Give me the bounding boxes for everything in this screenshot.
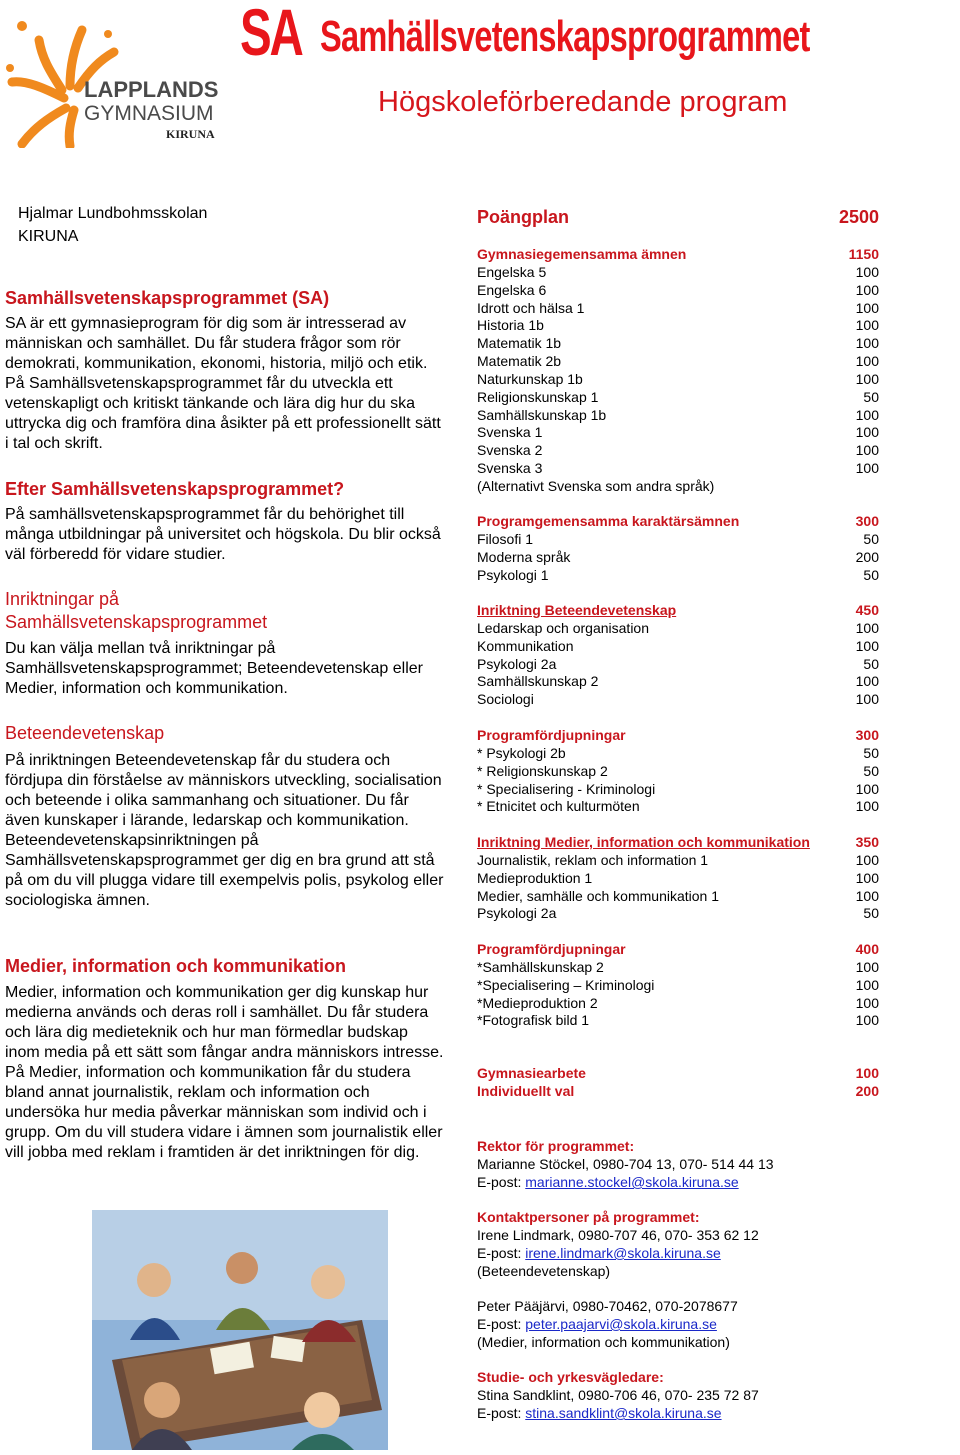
course-row: Svenska 1 100 <box>477 424 879 441</box>
intro-heading: Samhällsvetenskapsprogrammet (SA) <box>5 288 330 308</box>
course-row: Moderna språk 200 <box>477 548 879 565</box>
intro-text: SA är ett gymnasieprogram för dig som är intresserad av människan och samhället. Du får studera frågor som rör demokrati, kommunikation, ekonomi, historia, miljö och etik. På Samhällsvetenskapsprogrammet får du utveckla ett vetenskapligt och kritiskt tänkande och lära dig hur du ska uttrycka dig och framföra dina åsikter på ett professionellt sätt i tal och skrift. <box>5 315 441 452</box>
course-row: Sociologi 100 <box>477 691 879 708</box>
medier-text: Medier, information och kommunikation ger dig kunskap hur medierna används och deras roll i samhället. Du får studera och lära dig medieteknik och hur man förmedlar budskap inom media på ett sätt som fångar andra människors intresse. På Medier, information och kommunikation får du studera bland annat journalistik, reklam och information och undersöka hur media påverkar människan som individ och i grupp. Om du vill studera vidare i ämnen som journalistik eller vill jobba med reklam i framtiden är det inriktningen för dig. <box>5 984 444 1161</box>
course-row: Religionskunskap 1 50 <box>477 388 879 405</box>
logo-line-2: GYMNASIUM <box>84 102 214 125</box>
extra-row: Gymnasiearbete 100 <box>477 1065 879 1081</box>
contact-syv <box>477 1368 879 1422</box>
course-row: *Medieproduktion 2 100 <box>477 994 879 1011</box>
course-row: Engelska 6 100 <box>477 281 879 298</box>
inriktningar-heading <box>5 588 445 634</box>
points-section <box>477 727 879 816</box>
course-row: Engelska 5 100 <box>477 263 879 280</box>
course-row: Ledarskap och organisation 100 <box>477 619 879 636</box>
after-text: På samhällsvetenskapsprogrammet får du behörighet till många utbildningar på universitet och högskola. Du blir också väl förberedd för vidare studier. <box>5 506 441 563</box>
section-heading: Programgemensamma karaktärsämnen 300 <box>477 513 879 529</box>
beteende-heading: Beteendevetenskap <box>5 723 165 743</box>
syv-label: Studie- och yrkesvägledare: <box>477 1369 664 1385</box>
title-program-name: Samhällsvetenskapsprogrammet <box>320 12 810 61</box>
inriktningar-heading-line-1: Inriktningar på <box>5 589 120 609</box>
school-info <box>18 202 458 248</box>
course-row: Naturkunskap 1b 100 <box>477 370 879 387</box>
course-row: Matematik 2b 100 <box>477 353 879 370</box>
course-row: *Fotografisk bild 1 100 <box>477 1012 879 1029</box>
section-heading: Inriktning Medier, information och kommunikation 350 <box>477 834 879 850</box>
meeting-illustration-icon <box>92 1210 388 1450</box>
points-plan-header <box>477 207 879 228</box>
logo-line-1: LAPPLANDS <box>84 77 219 102</box>
irene-note: (Beteendevetenskap) <box>477 1263 611 1279</box>
course-row: * Psykologi 2b 50 <box>477 744 879 761</box>
course-row: Svenska 3 100 <box>477 460 879 477</box>
section-heading: Programfördjupningar 400 <box>477 941 879 957</box>
syv-line: Stina Sandklint, 0980-706 46, 070- 235 72 87 <box>477 1387 759 1403</box>
irene-email-row: E-post: irene.lindmark@skola.kiruna.se <box>477 1245 721 1261</box>
syv-email-link[interactable]: stina.sandklint@skola.kiruna.se <box>525 1405 722 1421</box>
course-row: * Religionskunskap 2 50 <box>477 762 879 779</box>
peter-line: Peter Pääjärvi, 0980-70462, 070-2078677 <box>477 1298 738 1314</box>
course-row: Medier, samhälle och kommunikation 1 100 <box>477 887 879 904</box>
points-section <box>477 941 879 1030</box>
peter-note: (Medier, information och kommunikation) <box>477 1334 730 1350</box>
points-plan-total: 2500 <box>838 207 879 227</box>
logo-line-3: KIRUNA <box>166 127 215 141</box>
points-section <box>477 246 879 496</box>
contact-peter <box>477 1297 879 1351</box>
syv-email-row: E-post: stina.sandklint@skola.kiruna.se <box>477 1405 722 1421</box>
school-logo <box>4 18 226 148</box>
points-section <box>477 834 879 923</box>
section-heading: Inriktning Beteendevetenskap 450 <box>477 602 879 618</box>
course-row: Idrott och hälsa 1 100 <box>477 299 879 316</box>
course-row: Historia 1b 100 <box>477 317 879 334</box>
course-row: Psykologi 2a 50 <box>477 905 879 922</box>
section-heading: Programfördjupningar 300 <box>477 727 879 743</box>
course-row: Journalistik, reklam och information 1 100 <box>477 851 879 868</box>
course-row: * Specialisering - Kriminologi 100 <box>477 780 879 797</box>
points-section <box>477 513 879 584</box>
irene-email-link[interactable]: irene.lindmark@skola.kiruna.se <box>525 1245 721 1261</box>
rektor-email-link[interactable]: marianne.stockel@skola.kiruna.se <box>525 1174 739 1190</box>
course-row: *Specialisering – Kriminologi 100 <box>477 976 879 993</box>
rektor-line: Marianne Stöckel, 0980-704 13, 070- 514 44 13 <box>477 1156 774 1172</box>
inriktningar-text: Du kan välja mellan två inriktningar på Samhällsvetenskapsprogrammet; Beteendevetenskap eller Medier, information och kommunikation. <box>5 640 424 697</box>
after-heading: Efter Samhällsvetenskapsprogrammet? <box>5 479 345 499</box>
course-row: Kommunikation 100 <box>477 637 879 654</box>
page-subtitle: Högskoleförberedande program <box>378 86 788 118</box>
rektor-label: Rektor för programmet: <box>477 1138 635 1154</box>
kontakt-label: Kontaktpersoner på programmet: <box>477 1209 700 1225</box>
peter-email-link[interactable]: peter.paajarvi@skola.kiruna.se <box>525 1316 717 1332</box>
points-plan-title: Poängplan <box>477 207 570 227</box>
irene-line: Irene Lindmark, 0980-707 46, 070- 353 62 12 <box>477 1227 759 1243</box>
beteende-text: På inriktningen Beteendevetenskap får du studera och fördjupa din förståelse av människors utveckling, socialisation och beteende i olika sammanhang och situationer. Du får även kunskaper i lärande, ledarskap och kommunikation. Beteendevetenskapsinriktningen på Samhällsvetenskapsprogrammet ger dig en bra grund att stå på om du vill plugga vidare till exempelvis polis, psykolog eller sociologiska ämnen. <box>5 752 444 909</box>
school-name: Hjalmar Lundbohmsskolan <box>18 205 208 222</box>
course-row: *Samhällskunskap 2 100 <box>477 958 879 975</box>
course-row: Filosofi 1 50 <box>477 530 879 547</box>
meeting-illustration <box>92 1210 388 1450</box>
course-row: Medieproduktion 1 100 <box>477 869 879 886</box>
medier-heading: Medier, information och kommunikation <box>5 956 347 976</box>
peter-email-row: E-post: peter.paajarvi@skola.kiruna.se <box>477 1316 717 1332</box>
contact-persons <box>477 1208 879 1280</box>
points-section <box>477 602 879 709</box>
points-extra <box>477 1065 879 1101</box>
course-row: Matematik 1b 100 <box>477 335 879 352</box>
course-row: Psykologi 1 50 <box>477 566 879 583</box>
school-city: KIRUNA <box>18 228 79 245</box>
page-title <box>240 0 956 72</box>
contact-rektor <box>477 1137 879 1191</box>
course-row: Psykologi 2a 50 <box>477 655 879 672</box>
course-row: Samhällskunskap 1b 100 <box>477 406 879 423</box>
title-abbreviation: SA <box>240 0 302 69</box>
extra-row: Individuellt val 200 <box>477 1082 879 1099</box>
course-row: * Etnicitet och kulturmöten 100 <box>477 798 879 815</box>
inriktningar-heading-line-2: Samhällsvetenskapsprogrammet <box>5 612 268 632</box>
course-row: Samhällskunskap 2 100 <box>477 673 879 690</box>
rektor-email-row: E-post: marianne.stockel@skola.kiruna.se <box>477 1174 739 1190</box>
section-heading: Gymnasiegemensamma ämnen 1150 <box>477 246 879 262</box>
course-row: (Alternativt Svenska som andra språk) <box>477 477 715 494</box>
sun-logo-icon <box>4 18 226 148</box>
course-row: Svenska 2 100 <box>477 442 879 459</box>
